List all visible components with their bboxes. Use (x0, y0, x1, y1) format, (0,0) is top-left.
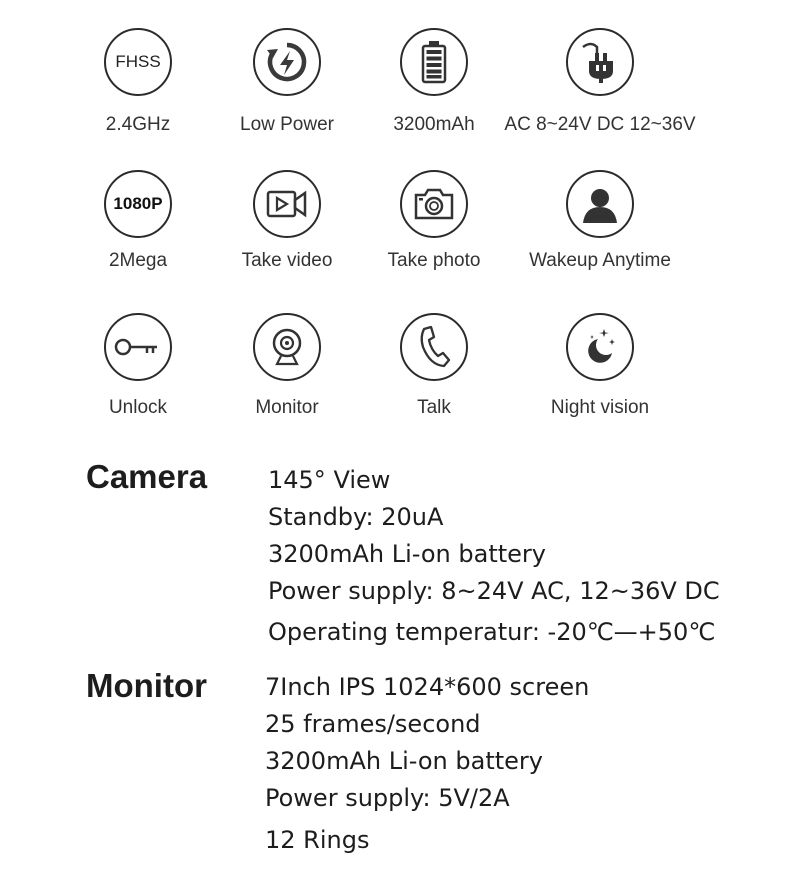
power-plug-icon (566, 28, 634, 96)
camera-spec-line: 3200mAh Li-on battery (268, 540, 546, 568)
monitor-spec-line: 7Inch IPS 1024*600 screen (265, 673, 590, 701)
feature-night-vision (500, 313, 700, 418)
monitor-spec-line: 12 Rings (265, 826, 370, 854)
photo-camera-icon (400, 170, 468, 238)
resolution-icon-text: 1080P (113, 194, 163, 213)
feature-label: AC 8~24V DC 12~36V (504, 114, 696, 135)
monitor-spec-title: Monitor (86, 667, 207, 704)
feature-power-supply (500, 28, 700, 135)
low-power-icon (253, 28, 321, 96)
resolution-icon (104, 170, 172, 238)
feature-label: Monitor (255, 397, 319, 418)
fhss-icon (104, 28, 172, 96)
feature-label: 2Mega (108, 250, 168, 271)
feature-wakeup-anytime (500, 170, 700, 271)
monitor-spec-line: 25 frames/second (265, 710, 481, 738)
feature-label: 3200mAh (393, 114, 475, 135)
camera-spec-title: Camera (86, 458, 208, 495)
monitor-spec-line: 3200mAh Li-on battery (265, 747, 543, 775)
key-icon (104, 313, 172, 381)
feature-label: Wakeup Anytime (529, 250, 671, 271)
feature-label: Unlock (108, 397, 168, 418)
monitor-spec-line: Power supply: 5V/2A (265, 784, 510, 812)
feature-label: Talk (417, 397, 451, 418)
camera-spec-line: Power supply: 8~24V AC, 12~36V DC (268, 577, 720, 605)
phone-handset-icon (400, 313, 468, 381)
feature-label: Take video (241, 250, 333, 271)
camera-spec-line: Operating temperatur: -20℃—+50℃ (268, 618, 716, 646)
fhss-icon-text: FHSS (115, 52, 161, 71)
feature-label: 2.4GHz (105, 114, 171, 135)
moon-stars-icon (566, 313, 634, 381)
video-camera-icon (253, 170, 321, 238)
person-icon (566, 170, 634, 238)
feature-label: Low Power (240, 114, 334, 135)
webcam-icon (253, 313, 321, 381)
camera-spec-line: Standby: 20uA (268, 503, 444, 531)
feature-label: Night vision (550, 397, 650, 418)
battery-icon (400, 28, 468, 96)
camera-spec-line: 145° View (268, 466, 391, 494)
feature-label: Take photo (387, 250, 481, 271)
